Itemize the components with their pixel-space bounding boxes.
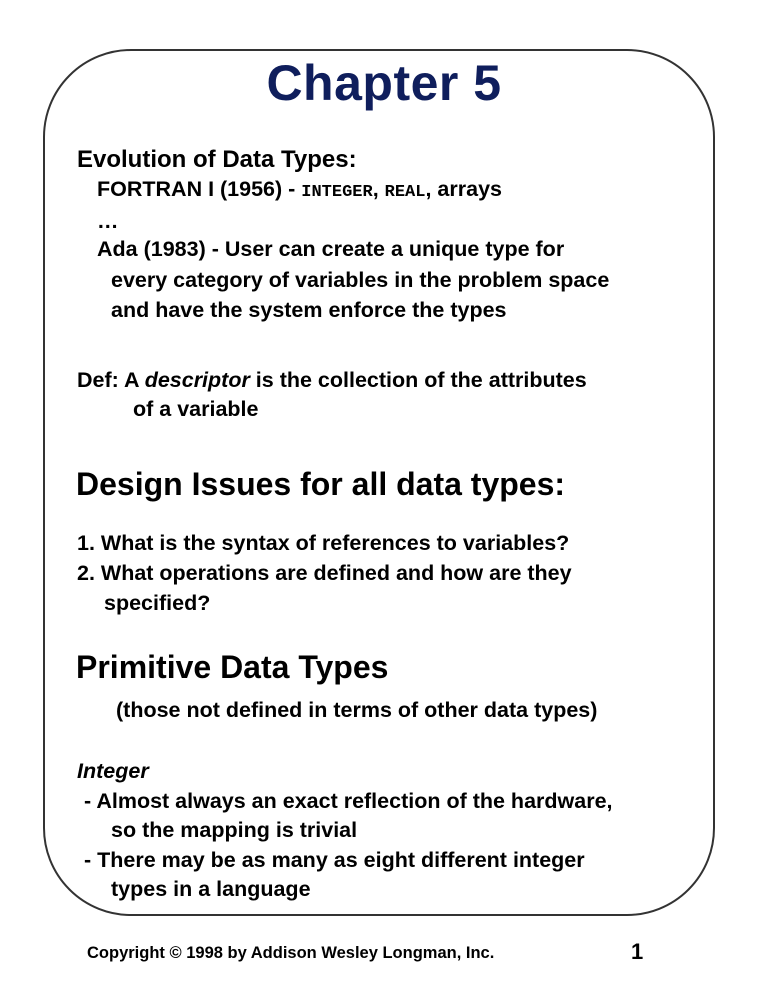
integer-point-1-cont: so the mapping is trivial: [111, 818, 358, 842]
ada-line-1: Ada (1983) - User can create a unique type for: [97, 237, 565, 261]
fortran-sep: ,: [372, 177, 385, 201]
ada-line-3: and have the system enforce the types: [111, 298, 507, 322]
design-issue-2: 2. What operations are defined and how are they: [77, 561, 572, 585]
page-number: 1: [631, 939, 644, 964]
design-issues-heading: Design Issues for all data types:: [76, 466, 566, 502]
code-real: REAL: [384, 183, 426, 202]
definition-prefix: Def: A: [77, 368, 145, 392]
ellipsis: …: [97, 209, 119, 233]
primitive-heading: Primitive Data Types: [76, 649, 389, 685]
evolution-heading: Evolution of Data Types:: [77, 146, 357, 173]
primitive-subheading: (those not defined in terms of other data types): [116, 698, 598, 722]
definition-term: descriptor: [144, 368, 250, 392]
design-issue-2-cont: specified?: [104, 591, 211, 615]
code-integer: INTEGER: [301, 183, 373, 202]
design-issue-1: 1. What is the syntax of references to variables?: [77, 531, 570, 555]
integer-point-1: - Almost always an exact reflection of the hardware,: [84, 789, 613, 813]
integer-point-2: - There may be as many as eight different integer: [84, 848, 585, 872]
fortran-line: [97, 175, 502, 207]
definition-suffix: is the collection of the attributes: [249, 368, 587, 392]
definition-line-1: [77, 366, 587, 394]
integer-label: Integer: [77, 759, 149, 783]
copyright-notice: Copyright © 1998 by Addison Wesley Longman, Inc.: [87, 944, 495, 962]
integer-point-2-cont: types in a language: [111, 877, 311, 901]
slide-title: Chapter 5: [266, 55, 502, 111]
ada-line-2: every category of variables in the problem space: [111, 268, 610, 292]
fortran-prefix: FORTRAN I (1956) -: [97, 177, 302, 201]
fortran-suffix: , arrays: [425, 177, 502, 201]
definition-line-2: of a variable: [133, 397, 259, 421]
